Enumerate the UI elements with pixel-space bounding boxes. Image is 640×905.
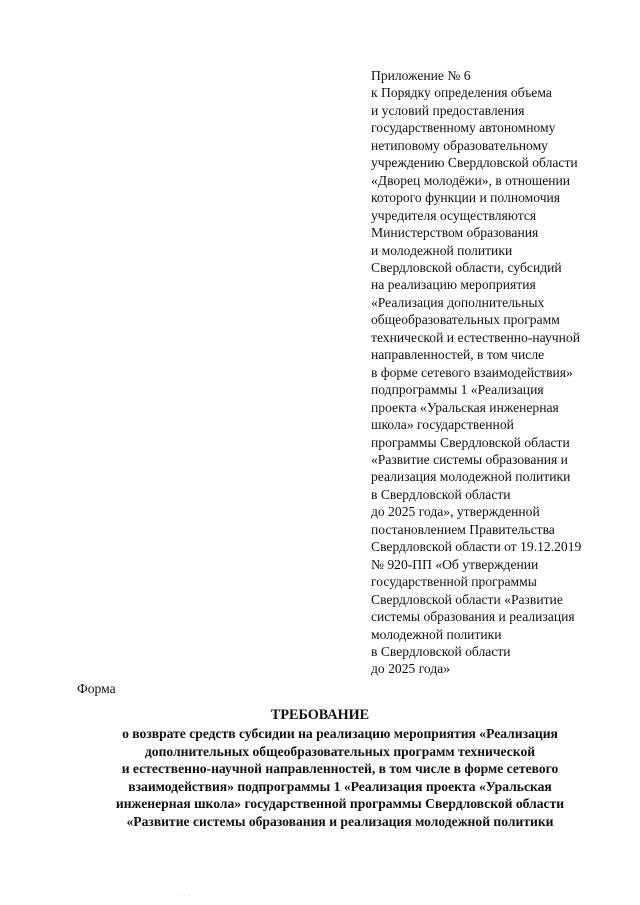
subtitle-line: «Развитие системы образования и реализация молодежной политики — [126, 813, 554, 829]
appendix-line: до 2025 года», утвержденной — [371, 504, 540, 520]
appendix-line: молодежной политики — [371, 626, 502, 642]
appendix-line: до 2025 года» — [371, 661, 451, 677]
appendix-line: учредителя осуществляются — [371, 207, 537, 223]
document-subtitle — [80, 725, 600, 831]
appendix-line: «Реализация дополнительных — [371, 294, 545, 310]
subtitle-line: взаимодействия» подпрограммы 1 «Реализация проекта «Уральская — [128, 778, 552, 794]
appendix-line: в Свердловской области — [371, 486, 511, 502]
appendix-line: системы образования и реализация — [371, 609, 575, 625]
appendix-line: проекта «Уральская инженерная — [371, 399, 559, 415]
appendix-line: государственной программы — [371, 574, 537, 590]
appendix-line: реализация молодежной политики — [371, 469, 571, 485]
document-title: ТРЕБОВАНИЕ — [270, 707, 370, 723]
appendix-line: которого функции и полномочия — [371, 190, 561, 206]
appendix-line: общеобразовательных программ — [371, 312, 560, 328]
appendix-line: № 920-ПП «Об утверждении — [371, 556, 539, 572]
appendix-line: государственному автономному — [371, 120, 556, 136]
appendix-header — [371, 67, 621, 678]
appendix-line: Приложение № 6 — [371, 68, 471, 83]
appendix-line: нетиповому образовательному — [371, 137, 548, 153]
subtitle-line: дополнительных общеобразовательных программ технической — [144, 743, 536, 759]
appendix-line: к Порядку определения объема — [371, 85, 552, 101]
appendix-line: «Дворец молодёжи», в отношении — [371, 172, 571, 188]
appendix-line: программы Свердловской области — [371, 434, 570, 450]
appendix-line: школа» государственной — [371, 417, 514, 433]
appendix-line: Министерством образования — [371, 225, 539, 241]
appendix-line: в форме сетевого взаимодействия» — [371, 364, 573, 380]
appendix-line: «Развитие системы образования и — [371, 451, 568, 467]
appendix-line: и условий предоставления — [371, 102, 525, 118]
appendix-line: постановлением Правительства — [371, 521, 555, 537]
scan-artifact-mark: · · · — [178, 893, 192, 899]
subtitle-line: инженерная школа» государственной программы Свердловской области — [115, 796, 565, 812]
appendix-line: Свердловской области, субсидий — [371, 259, 562, 275]
appendix-line: Свердловской области «Развитие — [371, 591, 563, 607]
appendix-line: Свердловской области от 19.12.2019 — [371, 539, 582, 555]
appendix-line: на реализацию мероприятия — [371, 277, 536, 293]
subtitle-line: о возврате средств субсидии на реализацию мероприятия «Реализация — [122, 726, 558, 741]
form-label: Форма — [77, 681, 116, 696]
appendix-line: технической и естественно-научной — [371, 329, 580, 345]
appendix-line: учреждению Свердловской области — [371, 155, 578, 171]
appendix-line: направленностей, в том числе — [371, 347, 545, 363]
appendix-line: и молодежной политики — [371, 242, 513, 258]
subtitle-line: и естественно-научной направленностей, в том числе в форме сетевого — [121, 761, 559, 777]
appendix-line: в Свердловской области — [371, 643, 511, 659]
appendix-line: подпрограммы 1 «Реализация — [371, 382, 544, 398]
